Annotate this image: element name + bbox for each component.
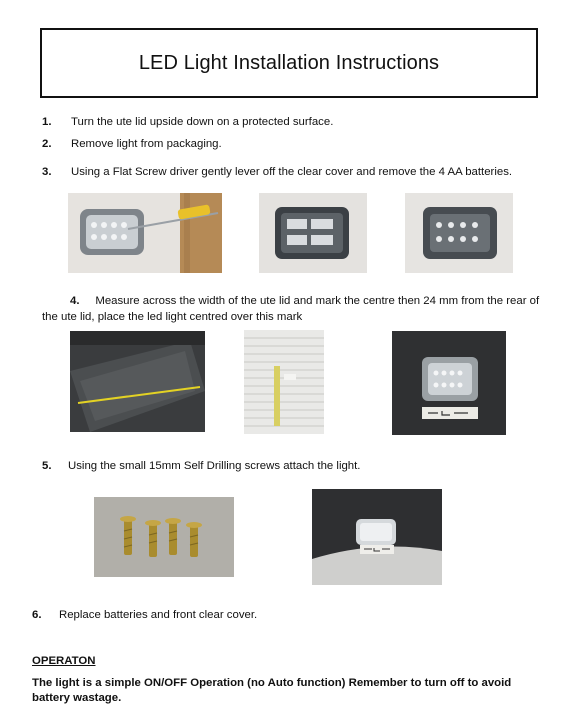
photo-ute-lid bbox=[70, 331, 205, 432]
operation-text: The light is a simple ON/OFF Operation (no Auto function) Remember to turn off to avoid battery wastage. bbox=[32, 677, 512, 704]
step-text: Turn the ute lid upside down on a protected surface. bbox=[71, 116, 334, 128]
step-text: Measure across the width of the ute lid and mark the centre then 24 mm from the rear of the ute lid, place the led light centred over this mark bbox=[42, 295, 540, 323]
step-text: Using a Flat Screw driver gently lever off the clear cover and remove the 4 AA batteries. bbox=[71, 166, 513, 178]
step-text: Remove light from packaging. bbox=[71, 138, 222, 150]
step-number: 4. bbox=[70, 295, 80, 307]
step-4 bbox=[42, 293, 542, 325]
step-number: 2. bbox=[42, 138, 52, 150]
page-title: LED Light Installation Instructions bbox=[138, 51, 440, 74]
photo-screws bbox=[94, 497, 234, 577]
title-box bbox=[40, 28, 538, 98]
step-number: 1. bbox=[42, 116, 52, 128]
photo-light-placed bbox=[392, 331, 506, 435]
photo-measuring bbox=[244, 330, 324, 434]
step-number: 3. bbox=[42, 166, 52, 178]
photo-cover-removed bbox=[259, 193, 367, 273]
step-number: 6. bbox=[32, 609, 42, 621]
step-text: Using the small 15mm Self Drilling screws attach the light. bbox=[68, 460, 361, 472]
photo-lever-cover bbox=[68, 193, 222, 273]
step-number: 5. bbox=[42, 460, 52, 472]
operation-heading: OPERATON bbox=[32, 655, 96, 667]
step-text: Replace batteries and front clear cover. bbox=[59, 609, 258, 621]
photo-light-attached bbox=[312, 489, 442, 585]
photo-batteries-removed bbox=[405, 193, 513, 273]
